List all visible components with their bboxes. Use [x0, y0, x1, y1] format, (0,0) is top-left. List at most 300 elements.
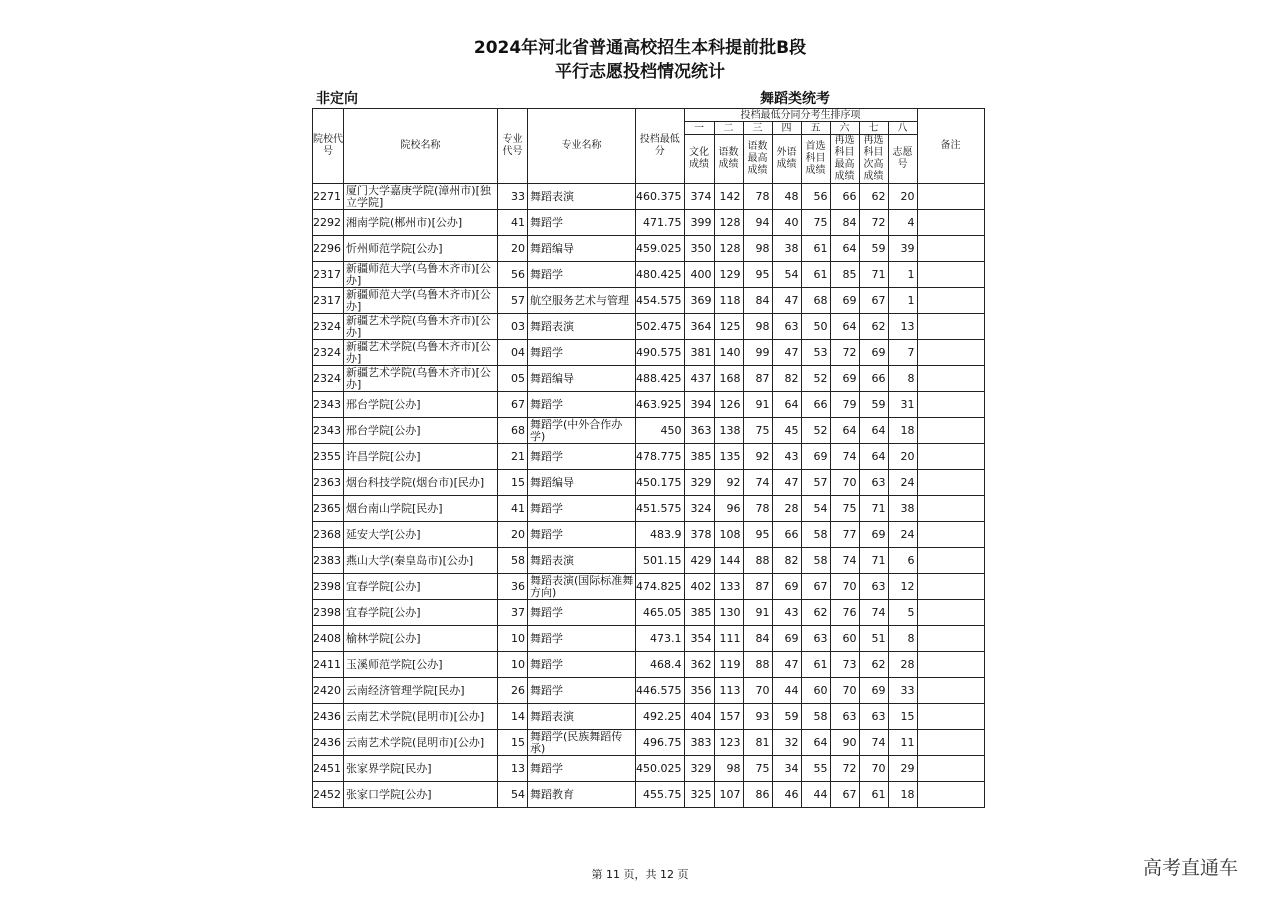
rank-item-cell: 107	[714, 782, 743, 808]
rank-item-cell: 66	[859, 366, 888, 392]
rank-item-cell: 60	[830, 626, 859, 652]
school-name-cell: 邢台学院[公办]	[344, 392, 498, 418]
remark-cell	[917, 210, 984, 236]
major-code-cell: 14	[498, 704, 528, 730]
table-row	[313, 470, 985, 496]
rank-item-cell: 28	[888, 652, 917, 678]
rank-item-cell: 28	[772, 496, 801, 522]
section-right-label: 舞蹈类统考	[760, 91, 830, 107]
rank-item-cell: 82	[772, 548, 801, 574]
school-code-cell: 2292	[313, 210, 344, 236]
min-score-cell: 488.425	[636, 366, 685, 392]
rank-item-cell: 31	[888, 392, 917, 418]
table-row	[313, 314, 985, 340]
rank-item-cell: 52	[801, 418, 830, 444]
rank-item-cell: 63	[772, 314, 801, 340]
school-code-cell: 2451	[313, 756, 344, 782]
rank-item-cell: 58	[801, 522, 830, 548]
table-row	[313, 392, 985, 418]
major-name-cell: 舞蹈学	[528, 626, 636, 652]
major-code-cell: 56	[498, 262, 528, 288]
major-code-cell: 68	[498, 418, 528, 444]
rank-item-cell: 64	[830, 314, 859, 340]
school-code-cell: 2365	[313, 496, 344, 522]
table-row	[313, 288, 985, 314]
table-row	[313, 704, 985, 730]
remark-cell	[917, 704, 984, 730]
rank-item-cell: 1	[888, 288, 917, 314]
min-score-cell: 454.575	[636, 288, 685, 314]
min-score-cell: 501.15	[636, 548, 685, 574]
major-name-cell: 航空服务艺术与管理	[528, 288, 636, 314]
major-code-cell: 13	[498, 756, 528, 782]
table-row	[313, 418, 985, 444]
rank-item-cell: 88	[743, 652, 772, 678]
rank-item-cell: 67	[801, 574, 830, 600]
rank-item-cell: 74	[859, 730, 888, 756]
rank-item-cell: 74	[743, 470, 772, 496]
rank-item-cell: 62	[859, 314, 888, 340]
rank-item-cell: 356	[684, 678, 714, 704]
rank-item-cell: 404	[684, 704, 714, 730]
rank-item-cell: 63	[859, 574, 888, 600]
rank-item-cell: 7	[888, 340, 917, 366]
min-score-cell: 450.175	[636, 470, 685, 496]
major-name-cell: 舞蹈学	[528, 522, 636, 548]
rank-item-cell: 385	[684, 600, 714, 626]
remark-cell	[917, 340, 984, 366]
school-code-cell: 2398	[313, 574, 344, 600]
rank-item-cell: 324	[684, 496, 714, 522]
min-score-cell: 480.425	[636, 262, 685, 288]
remark-cell	[917, 652, 984, 678]
table-row	[313, 756, 985, 782]
header-col-num: 六	[830, 122, 859, 135]
rank-item-cell: 99	[743, 340, 772, 366]
rank-item-cell: 70	[830, 574, 859, 600]
rank-item-cell: 364	[684, 314, 714, 340]
rank-item-cell: 58	[801, 704, 830, 730]
rank-item-cell: 140	[714, 340, 743, 366]
rank-item-cell: 329	[684, 470, 714, 496]
school-code-cell: 2436	[313, 730, 344, 756]
rank-item-cell: 130	[714, 600, 743, 626]
rank-item-cell: 74	[859, 600, 888, 626]
rank-item-cell: 71	[859, 548, 888, 574]
school-code-cell: 2411	[313, 652, 344, 678]
rank-item-cell: 64	[859, 444, 888, 470]
table-row	[313, 522, 985, 548]
table-row	[313, 652, 985, 678]
header-school-name: 院校名称	[344, 109, 498, 184]
rank-item-cell: 58	[801, 548, 830, 574]
rank-item-cell: 63	[859, 704, 888, 730]
rank-item-cell: 78	[743, 184, 772, 210]
rank-item-cell: 402	[684, 574, 714, 600]
header-col-num: 二	[714, 122, 743, 135]
rank-item-cell: 45	[772, 418, 801, 444]
rank-item-cell: 68	[801, 288, 830, 314]
rank-item-cell: 66	[801, 392, 830, 418]
table-row	[313, 262, 985, 288]
major-code-cell: 21	[498, 444, 528, 470]
header-col-num: 八	[888, 122, 917, 135]
rank-item-cell: 39	[888, 236, 917, 262]
min-score-cell: 471.75	[636, 210, 685, 236]
school-code-cell: 2324	[313, 314, 344, 340]
rank-item-cell: 75	[743, 756, 772, 782]
rank-item-cell: 8	[888, 626, 917, 652]
major-code-cell: 03	[498, 314, 528, 340]
school-code-cell: 2398	[313, 600, 344, 626]
table-row	[313, 184, 985, 210]
rank-item-cell: 135	[714, 444, 743, 470]
rank-item-cell: 69	[830, 288, 859, 314]
rank-item-cell: 12	[888, 574, 917, 600]
major-code-cell: 57	[498, 288, 528, 314]
rank-item-cell: 98	[743, 236, 772, 262]
major-name-cell: 舞蹈学	[528, 600, 636, 626]
rank-item-cell: 70	[743, 678, 772, 704]
rank-item-cell: 74	[830, 548, 859, 574]
rank-item-cell: 329	[684, 756, 714, 782]
school-code-cell: 2324	[313, 366, 344, 392]
major-name-cell: 舞蹈学	[528, 496, 636, 522]
header-col-num: 四	[772, 122, 801, 135]
rank-item-cell: 369	[684, 288, 714, 314]
table-row	[313, 626, 985, 652]
table-row	[313, 574, 985, 600]
header-sub: 再选科目最高成绩	[830, 135, 859, 184]
rank-item-cell: 91	[743, 392, 772, 418]
remark-cell	[917, 600, 984, 626]
school-name-cell: 延安大学[公办]	[344, 522, 498, 548]
major-code-cell: 10	[498, 652, 528, 678]
school-name-cell: 张家口学院[公办]	[344, 782, 498, 808]
rank-item-cell: 63	[801, 626, 830, 652]
rank-item-cell: 72	[859, 210, 888, 236]
major-code-cell: 41	[498, 210, 528, 236]
rank-item-cell: 53	[801, 340, 830, 366]
rank-item-cell: 63	[859, 470, 888, 496]
major-name-cell: 舞蹈编导	[528, 236, 636, 262]
rank-item-cell: 43	[772, 600, 801, 626]
school-name-cell: 许昌学院[公办]	[344, 444, 498, 470]
min-score-cell: 459.025	[636, 236, 685, 262]
rank-item-cell: 67	[859, 288, 888, 314]
remark-cell	[917, 730, 984, 756]
major-name-cell: 舞蹈学	[528, 340, 636, 366]
rank-item-cell: 374	[684, 184, 714, 210]
table-row	[313, 444, 985, 470]
school-code-cell: 2408	[313, 626, 344, 652]
major-name-cell: 舞蹈教育	[528, 782, 636, 808]
rank-item-cell: 59	[859, 236, 888, 262]
rank-item-cell: 8	[888, 366, 917, 392]
min-score-cell: 455.75	[636, 782, 685, 808]
remark-cell	[917, 418, 984, 444]
major-code-cell: 37	[498, 600, 528, 626]
header-remark: 备注	[917, 109, 984, 184]
remark-cell	[917, 262, 984, 288]
rank-item-cell: 47	[772, 288, 801, 314]
rank-item-cell: 48	[772, 184, 801, 210]
remark-cell	[917, 444, 984, 470]
rank-item-cell: 66	[772, 522, 801, 548]
header-sub: 再选科目次高成绩	[859, 135, 888, 184]
major-code-cell: 36	[498, 574, 528, 600]
rank-item-cell: 69	[830, 366, 859, 392]
header-major-code: 专业代号	[498, 109, 528, 184]
header-school-code: 院校代号	[313, 109, 344, 184]
rank-item-cell: 70	[830, 678, 859, 704]
remark-cell	[917, 236, 984, 262]
remark-cell	[917, 184, 984, 210]
section-left-label: 非定向	[316, 91, 358, 107]
min-score-cell: 460.375	[636, 184, 685, 210]
rank-item-cell: 87	[743, 366, 772, 392]
rank-item-cell: 56	[801, 184, 830, 210]
school-name-cell: 邢台学院[公办]	[344, 418, 498, 444]
rank-item-cell: 128	[714, 210, 743, 236]
school-name-cell: 榆林学院[公办]	[344, 626, 498, 652]
major-code-cell: 67	[498, 392, 528, 418]
header-sub: 语数成绩	[714, 135, 743, 184]
rank-item-cell: 11	[888, 730, 917, 756]
header-sub: 首选科目成绩	[801, 135, 830, 184]
major-name-cell: 舞蹈编导	[528, 470, 636, 496]
rank-item-cell: 88	[743, 548, 772, 574]
rank-item-cell: 69	[859, 522, 888, 548]
rank-item-cell: 108	[714, 522, 743, 548]
major-code-cell: 26	[498, 678, 528, 704]
min-score-cell: 465.05	[636, 600, 685, 626]
rank-item-cell: 24	[888, 470, 917, 496]
rank-item-cell: 399	[684, 210, 714, 236]
rank-item-cell: 354	[684, 626, 714, 652]
school-name-cell: 忻州师范学院[公办]	[344, 236, 498, 262]
rank-item-cell: 75	[743, 418, 772, 444]
remark-cell	[917, 496, 984, 522]
rank-item-cell: 71	[859, 496, 888, 522]
rank-item-cell: 54	[801, 496, 830, 522]
rank-item-cell: 385	[684, 444, 714, 470]
table-row	[313, 548, 985, 574]
major-name-cell: 舞蹈表演	[528, 704, 636, 730]
school-code-cell: 2452	[313, 782, 344, 808]
rank-item-cell: 63	[830, 704, 859, 730]
table-row	[313, 366, 985, 392]
major-code-cell: 10	[498, 626, 528, 652]
school-code-cell: 2368	[313, 522, 344, 548]
header-sub: 外语成绩	[772, 135, 801, 184]
rank-item-cell: 95	[743, 262, 772, 288]
rank-item-cell: 62	[801, 600, 830, 626]
major-code-cell: 33	[498, 184, 528, 210]
rank-item-cell: 34	[772, 756, 801, 782]
rank-item-cell: 38	[888, 496, 917, 522]
rank-item-cell: 66	[830, 184, 859, 210]
header-major-name: 专业名称	[528, 109, 636, 184]
rank-item-cell: 18	[888, 782, 917, 808]
rank-item-cell: 92	[714, 470, 743, 496]
rank-item-cell: 64	[801, 730, 830, 756]
rank-item-cell: 94	[743, 210, 772, 236]
rank-item-cell: 61	[801, 262, 830, 288]
rank-item-cell: 92	[743, 444, 772, 470]
school-code-cell: 2355	[313, 444, 344, 470]
rank-item-cell: 75	[830, 496, 859, 522]
document-subtitle: 平行志愿投档情况统计	[555, 62, 725, 82]
rank-item-cell: 64	[772, 392, 801, 418]
table-row	[313, 600, 985, 626]
rank-item-cell: 125	[714, 314, 743, 340]
rank-item-cell: 126	[714, 392, 743, 418]
rank-item-cell: 437	[684, 366, 714, 392]
major-name-cell: 舞蹈学	[528, 678, 636, 704]
table-row	[313, 730, 985, 756]
header-col-num: 三	[743, 122, 772, 135]
rank-item-cell: 59	[772, 704, 801, 730]
rank-item-cell: 128	[714, 236, 743, 262]
remark-cell	[917, 756, 984, 782]
rank-item-cell: 61	[801, 652, 830, 678]
major-name-cell: 舞蹈表演(国际标准舞方向)	[528, 574, 636, 600]
rank-item-cell: 44	[772, 678, 801, 704]
rank-item-cell: 64	[830, 418, 859, 444]
min-score-cell: 468.4	[636, 652, 685, 678]
rank-item-cell: 383	[684, 730, 714, 756]
rank-item-cell: 50	[801, 314, 830, 340]
rank-item-cell: 32	[772, 730, 801, 756]
rank-item-cell: 95	[743, 522, 772, 548]
rank-item-cell: 47	[772, 340, 801, 366]
rank-item-cell: 69	[801, 444, 830, 470]
school-name-cell: 新疆艺术学院(乌鲁木齐市)[公办]	[344, 366, 498, 392]
rank-item-cell: 378	[684, 522, 714, 548]
rank-item-cell: 350	[684, 236, 714, 262]
table-row	[313, 210, 985, 236]
school-code-cell: 2363	[313, 470, 344, 496]
rank-item-cell: 72	[830, 756, 859, 782]
remark-cell	[917, 470, 984, 496]
rank-item-cell: 15	[888, 704, 917, 730]
major-code-cell: 20	[498, 522, 528, 548]
rank-item-cell: 400	[684, 262, 714, 288]
header-tie-group: 投档最低分同分考生排序项	[684, 109, 917, 122]
school-code-cell: 2317	[313, 262, 344, 288]
rank-item-cell: 363	[684, 418, 714, 444]
min-score-cell: 450	[636, 418, 685, 444]
rank-item-cell: 70	[830, 470, 859, 496]
rank-item-cell: 96	[714, 496, 743, 522]
min-score-cell: 478.775	[636, 444, 685, 470]
rank-item-cell: 60	[801, 678, 830, 704]
major-name-cell: 舞蹈学	[528, 652, 636, 678]
rank-item-cell: 54	[772, 262, 801, 288]
rank-item-cell: 98	[714, 756, 743, 782]
school-code-cell: 2420	[313, 678, 344, 704]
school-name-cell: 湘南学院(郴州市)[公办]	[344, 210, 498, 236]
school-code-cell: 2324	[313, 340, 344, 366]
min-score-cell: 473.1	[636, 626, 685, 652]
rank-item-cell: 40	[772, 210, 801, 236]
major-code-cell: 54	[498, 782, 528, 808]
remark-cell	[917, 574, 984, 600]
rank-item-cell: 57	[801, 470, 830, 496]
rank-item-cell: 43	[772, 444, 801, 470]
rank-item-cell: 13	[888, 314, 917, 340]
school-code-cell: 2317	[313, 288, 344, 314]
rank-item-cell: 64	[859, 418, 888, 444]
remark-cell	[917, 288, 984, 314]
major-name-cell: 舞蹈学	[528, 262, 636, 288]
rank-item-cell: 6	[888, 548, 917, 574]
rank-item-cell: 84	[743, 288, 772, 314]
rank-item-cell: 72	[830, 340, 859, 366]
major-name-cell: 舞蹈学(中外合作办学)	[528, 418, 636, 444]
min-score-cell: 451.575	[636, 496, 685, 522]
school-name-cell: 新疆艺术学院(乌鲁木齐市)[公办]	[344, 314, 498, 340]
rank-item-cell: 33	[888, 678, 917, 704]
rank-item-cell: 76	[830, 600, 859, 626]
rank-item-cell: 168	[714, 366, 743, 392]
school-code-cell: 2343	[313, 392, 344, 418]
school-code-cell: 2343	[313, 418, 344, 444]
min-score-cell: 446.575	[636, 678, 685, 704]
major-code-cell: 41	[498, 496, 528, 522]
rank-item-cell: 81	[743, 730, 772, 756]
table-row	[313, 236, 985, 262]
min-score-cell: 474.825	[636, 574, 685, 600]
school-code-cell: 2383	[313, 548, 344, 574]
rank-item-cell: 70	[859, 756, 888, 782]
rank-item-cell: 47	[772, 652, 801, 678]
min-score-cell: 483.9	[636, 522, 685, 548]
major-code-cell: 04	[498, 340, 528, 366]
remark-cell	[917, 522, 984, 548]
rank-item-cell: 51	[859, 626, 888, 652]
header-col-num: 五	[801, 122, 830, 135]
rank-item-cell: 93	[743, 704, 772, 730]
rank-item-cell: 29	[888, 756, 917, 782]
major-code-cell: 15	[498, 470, 528, 496]
header-col-num: 七	[859, 122, 888, 135]
major-name-cell: 舞蹈学(民族舞蹈传承)	[528, 730, 636, 756]
school-code-cell: 2296	[313, 236, 344, 262]
rank-item-cell: 142	[714, 184, 743, 210]
major-code-cell: 58	[498, 548, 528, 574]
rank-item-cell: 5	[888, 600, 917, 626]
rank-item-cell: 47	[772, 470, 801, 496]
rank-item-cell: 74	[830, 444, 859, 470]
major-code-cell: 05	[498, 366, 528, 392]
rank-item-cell: 69	[772, 626, 801, 652]
min-score-cell: 463.925	[636, 392, 685, 418]
school-name-cell: 云南经济管理学院[民办]	[344, 678, 498, 704]
major-name-cell: 舞蹈学	[528, 210, 636, 236]
rank-item-cell: 87	[743, 574, 772, 600]
table-row	[313, 782, 985, 808]
remark-cell	[917, 678, 984, 704]
remark-cell	[917, 314, 984, 340]
school-name-cell: 云南艺术学院(昆明市)[公办]	[344, 704, 498, 730]
rank-item-cell: 44	[801, 782, 830, 808]
admission-table	[312, 108, 985, 808]
major-code-cell: 15	[498, 730, 528, 756]
rank-item-cell: 18	[888, 418, 917, 444]
min-score-cell: 502.475	[636, 314, 685, 340]
